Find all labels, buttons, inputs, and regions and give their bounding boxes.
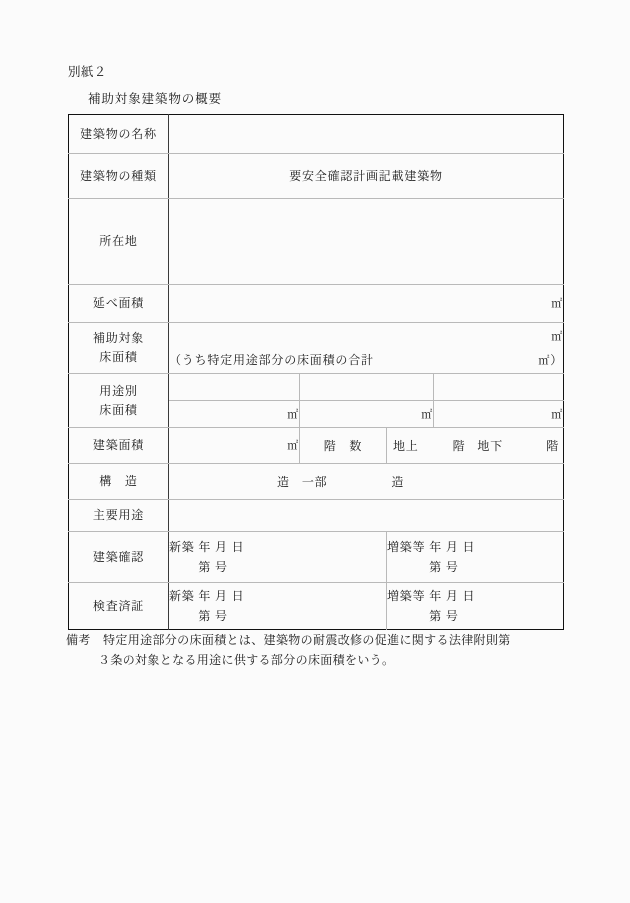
confirmation-new-number-line	[169, 558, 386, 576]
unit-square-meter: ㎡	[551, 298, 563, 311]
inspection-new-number-suffix: 号	[215, 609, 228, 623]
inspection-ext-label: 増築等	[387, 589, 426, 603]
use-area-cell-1[interactable]	[169, 401, 300, 428]
floors-label: 階 数	[300, 428, 387, 464]
inspection-new-build-group[interactable]	[169, 583, 387, 630]
use-name-cell-3[interactable]	[434, 374, 564, 401]
row-value-structure[interactable]	[169, 464, 564, 500]
inspection-new-number-prefix: 第	[198, 609, 212, 623]
table-row-total-floor-area	[69, 285, 564, 323]
confirmation-ext-number-line	[387, 558, 563, 576]
row-value-building-name[interactable]	[169, 115, 564, 154]
subsidy-note-open: （うち特定用途部分の床面積の合計	[169, 352, 374, 367]
footnote-line-2: ３条の対象となる用途に供する部分の床面積をいう。	[98, 652, 395, 667]
row-label-structure: 構 造	[69, 464, 169, 500]
row-value-building-type: 要安全確認計画記載建築物	[169, 154, 564, 199]
confirmation-new-date-line	[169, 538, 386, 556]
confirmation-ext-day: 日	[462, 540, 476, 554]
floors-below-unit: 階	[546, 438, 559, 453]
footnote	[66, 631, 576, 671]
confirmation-new-day: 日	[231, 540, 245, 554]
table-row-structure	[69, 464, 564, 500]
structure-part1: 造	[277, 474, 290, 489]
floors-above-label: 地上	[393, 438, 419, 453]
inspection-ext-number-prefix: 第	[429, 609, 443, 623]
row-value-building-area[interactable]	[169, 428, 300, 464]
unit-square-meter: ㎡	[538, 354, 551, 367]
subsidy-note-close: ）	[550, 352, 563, 367]
inspection-ext-number-suffix: 号	[445, 609, 459, 623]
row-label-subsidy-line1: 補助対象	[92, 331, 145, 346]
confirmation-ext-number-prefix: 第	[429, 560, 443, 574]
row-label-building-name: 建築物の名称	[69, 115, 169, 154]
subsidy-specific-use-note	[169, 351, 563, 370]
unit-square-meter: ㎡	[421, 408, 433, 421]
subsidy-area-value-line	[169, 327, 563, 346]
use-name-cell-1[interactable]	[169, 374, 300, 401]
building-summary-table	[68, 114, 564, 630]
table-row-inspection-certificate	[69, 583, 564, 630]
confirmation-new-label: 新築	[169, 540, 195, 554]
table-row-building-name	[69, 115, 564, 154]
inspection-ext-date-line	[387, 587, 563, 605]
table-row-building-confirmation	[69, 532, 564, 583]
row-label-area-by-use	[69, 374, 169, 428]
confirmation-extension-group[interactable]	[387, 532, 564, 583]
unit-square-meter: ㎡	[551, 408, 563, 421]
row-label-main-use: 主要用途	[69, 500, 169, 532]
row-value-main-use[interactable]	[169, 500, 564, 532]
inspection-new-date-line	[169, 587, 386, 605]
row-label-building-type: 建築物の種類	[69, 154, 169, 199]
use-area-cell-2[interactable]	[300, 401, 434, 428]
table-row-building-area	[69, 428, 564, 464]
floors-value-group[interactable]	[387, 428, 564, 464]
document-number: 別紙２	[68, 65, 107, 79]
confirmation-ext-year: 年	[429, 540, 443, 554]
use-area-cell-3[interactable]	[434, 401, 564, 428]
inspection-new-day: 日	[231, 589, 245, 603]
table-row-area-by-use-names	[69, 374, 564, 401]
inspection-ext-month: 月	[445, 589, 459, 603]
confirmation-new-number-suffix: 号	[215, 560, 228, 574]
structure-part3: 造	[391, 474, 405, 489]
use-name-cell-2[interactable]	[300, 374, 434, 401]
confirmation-new-build-group[interactable]	[169, 532, 387, 583]
unit-square-meter: ㎡	[287, 408, 299, 421]
row-label-building-area: 建築面積	[69, 428, 169, 464]
unit-square-meter: ㎡	[551, 331, 563, 343]
inspection-ext-year: 年	[429, 589, 443, 603]
subsidy-note-unit-group	[538, 351, 563, 370]
floors-below-label: 地下	[477, 438, 504, 453]
row-label-total-floor-area: 延べ面積	[69, 285, 169, 323]
inspection-new-label: 新築	[169, 589, 195, 603]
confirmation-ext-number-suffix: 号	[445, 560, 459, 574]
table-row-main-use	[69, 500, 564, 532]
inspection-ext-day: 日	[462, 589, 476, 603]
footnote-line-1: 備考 特定用途部分の床面積とは、建築物の耐震改修の促進に関する法律附則第	[66, 633, 511, 647]
inspection-new-month: 月	[215, 589, 228, 603]
row-label-subsidy-floor-area	[69, 323, 169, 374]
inspection-new-number-line	[169, 607, 386, 625]
confirmation-ext-label: 増築等	[387, 540, 426, 554]
row-value-total-floor-area[interactable]	[169, 285, 564, 323]
structure-part2: 一部	[301, 474, 328, 489]
row-label-area-by-use-line1: 用途別	[99, 383, 138, 398]
inspection-new-year: 年	[198, 589, 212, 603]
confirmation-new-month: 月	[215, 540, 228, 554]
confirmation-ext-month: 月	[445, 540, 459, 554]
confirmation-new-year: 年	[198, 540, 212, 554]
row-label-address: 所在地	[69, 199, 169, 285]
page-title: 補助対象建築物の概要	[88, 92, 223, 106]
row-label-subsidy-line2: 床面積	[99, 350, 138, 364]
table-row-building-type	[69, 154, 564, 199]
confirmation-ext-date-line	[387, 538, 563, 556]
table-row-subsidy-floor-area	[69, 323, 564, 374]
unit-square-meter: ㎡	[287, 440, 299, 453]
table-row-address	[69, 199, 564, 285]
row-label-area-by-use-line2: 床面積	[99, 402, 138, 417]
confirmation-new-number-prefix: 第	[198, 560, 212, 574]
row-value-address[interactable]	[169, 199, 564, 285]
inspection-extension-group[interactable]	[387, 583, 564, 630]
inspection-ext-number-line	[387, 607, 563, 625]
row-label-inspection-certificate: 検査済証	[69, 583, 169, 630]
floors-above-unit: 階	[452, 438, 466, 453]
row-value-subsidy-floor-area[interactable]	[169, 323, 564, 374]
row-label-building-confirmation: 建築確認	[69, 532, 169, 583]
